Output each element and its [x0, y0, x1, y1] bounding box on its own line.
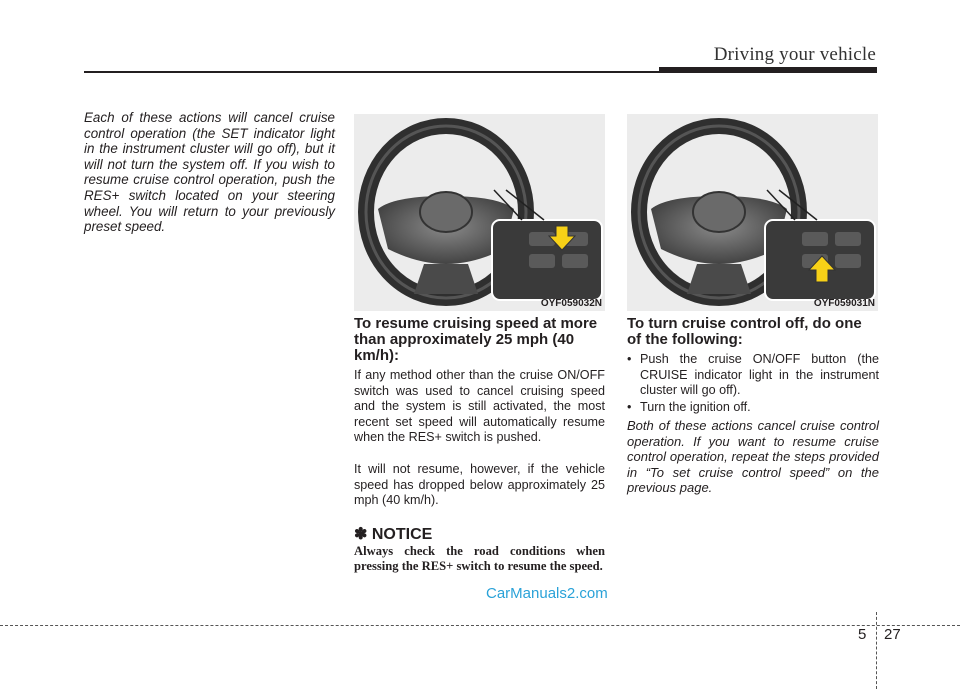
page-number: 27: [884, 626, 901, 643]
footer-divider: [876, 612, 877, 689]
notice-title: NOTICE: [371, 526, 433, 543]
turn-off-list: [627, 352, 879, 416]
notice-icon: ✽: [354, 526, 368, 543]
resume-paragraph-2: It will not resume, however, if the vehicle speed has dropped below approximately 25 mph (40 km/h).: [354, 462, 605, 508]
resume-heading: To resume cruising speed at more than approximately 25 mph (40 km/h):: [354, 315, 598, 364]
list-item: • Turn the ignition off.: [627, 399, 751, 414]
figure-code: OYF059032N: [540, 298, 602, 309]
steering-wheel-illustration: [354, 114, 605, 311]
header-rule: [84, 71, 659, 73]
turn-off-note: Both of these actions cancel cruise control operation. If you want to resume cruise control operation, repeat the steps provided in “To set cruise control speed” on the previous page.: [627, 418, 879, 495]
section-number: 5: [858, 626, 867, 643]
bullet-icon: •: [627, 352, 632, 366]
watermark: CarManuals2.com: [486, 585, 608, 602]
turn-off-heading: To turn cruise control off, do one of the following:: [627, 315, 862, 348]
figure-code: OYF059031N: [813, 298, 875, 309]
resume-paragraph-1: If any method other than the cruise ON/OFF switch was used to cancel cruising speed and the system is still activated, the most recent set speed will automatically resume when the RES+ switch is pushed.: [354, 368, 605, 445]
steering-wheel-figure-off: [627, 114, 878, 311]
notice-text: Always check the road conditions when pressing the RES+ switch to resume the speed.: [354, 544, 605, 574]
section-title: Driving your vehicle: [713, 44, 876, 65]
header-rule-thick: [659, 67, 877, 73]
steering-wheel-figure-res: [354, 114, 605, 311]
list-item: • Push the cruise ON/OFF button (the CRUISE indicator light in the instrument cluster will go off).: [627, 352, 879, 398]
steering-wheel-illustration: [627, 114, 878, 311]
bullet-icon: •: [627, 399, 632, 414]
intro-paragraph: Each of these actions will cancel cruise control operation (the SET indicator light in the instrument cluster will go off), but it will not turn the system off. If you wish to resume cruise control operation, push the RES+ switch located on your steering wheel. You will return to your previously preset speed.: [84, 110, 335, 235]
footer-rule: [0, 625, 960, 626]
notice-heading: [354, 524, 432, 544]
